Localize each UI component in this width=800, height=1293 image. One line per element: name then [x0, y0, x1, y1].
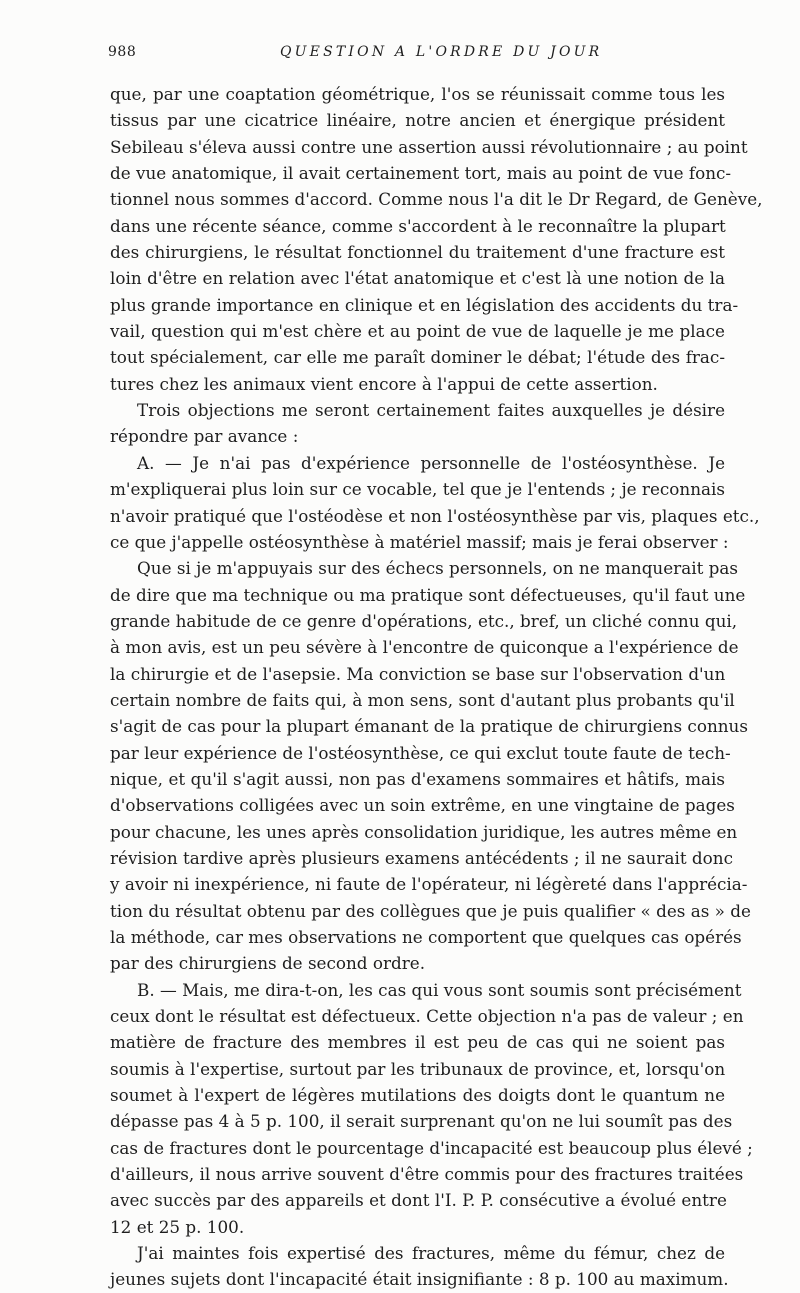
text-line: Que si je m'appuyais sur des échecs personnels, on ne manquerait pas: [137, 558, 739, 579]
text-line: B. — Mais, me dira-t-on, les cas qui vous sont soumis sont précisément: [137, 979, 742, 1000]
text-line: par des chirurgiens de second ordre.: [110, 953, 426, 974]
text-line: n'avoir pratiqué que l'ostéodèse et non l'ostéosynthèse par vis, plaques etc.,: [110, 505, 760, 526]
text-line: certain nombre de faits qui, à mon sens, sont d'autant plus probants qu'il: [110, 689, 735, 710]
text-line: la méthode, car mes observations ne comportent que quelques cas opérés: [110, 927, 742, 947]
text-line: tissus par une cicatrice linéaire, notre ancien et énergique président: [110, 110, 725, 131]
text-line: m'expliquerai plus loin sur ce vocable, tel que je l'entends ; je reconnais: [110, 479, 725, 500]
text-line: dépasse pas 4 à 5 p. 100, il serait surprenant qu'on ne lui soumît pas des: [110, 1111, 733, 1132]
text-line: d'observations colligées avec un soin extrême, en une vingtaine de pages: [110, 795, 735, 816]
text-line: plus grande importance en clinique et en législation des accidents du tra-: [110, 294, 739, 315]
text-line: jeunes sujets dont l'incapacité était insignifiante : 8 p. 100 au maximum.: [110, 1269, 729, 1290]
text-line: grande habitude de ce genre d'opérations, etc., bref, un cliché connu qui,: [110, 610, 738, 631]
text-line: à mon avis, est un peu sévère à l'encontre de quiconque a l'expérience de: [110, 637, 739, 658]
text-line: matière de fracture des membres il est peu de cas qui ne soient pas: [110, 1032, 725, 1053]
text-line: de dire que ma technique ou ma pratique sont défectueuses, qu'il faut une: [110, 584, 746, 605]
text-line: J'ai maintes fois expertisé des fractures, même du fémur, chez de: [137, 1243, 725, 1264]
page-number: 988: [108, 44, 137, 60]
page-header: [108, 44, 728, 66]
text-line: tion du résultat obtenu par des collègues que je puis qualifier « des as » de: [110, 900, 751, 921]
text-line: avec succès par des appareils et dont l'I. P. P. consécutive a évolué entre: [110, 1190, 727, 1211]
text-line: d'ailleurs, il nous arrive souvent d'être commis pour des fractures traitées: [110, 1164, 744, 1185]
text-line: tout spécialement, car elle me paraît dominer le débat; l'étude des frac-: [110, 347, 725, 368]
text-line: tionnel nous sommes d'accord. Comme nous l'a dit le Dr Regard, de Genève,: [110, 189, 763, 210]
text-line: ceux dont le résultat est défectueux. Cette objection n'a pas de valeur ; en: [110, 1006, 744, 1027]
text-line: Sebileau s'éleva aussi contre une assertion aussi révolutionnaire ; au point: [110, 136, 748, 157]
text-line: 12 et 25 p. 100.: [110, 1216, 245, 1237]
text-line: des chirurgiens, le résultat fonctionnel du traitement d'une fracture est: [110, 242, 725, 263]
text-line: loin d'être en relation avec l'état anatomique et c'est là une notion de la: [110, 268, 725, 289]
text-line: soumet à l'expert de légères mutilations des doigts dont le quantum ne: [110, 1085, 725, 1106]
text-line: nique, et qu'il s'agit aussi, non pas d'examens sommaires et hâtifs, mais: [110, 768, 725, 789]
text-line: de vue anatomique, il avait certainement tort, mais au point de vue fonc-: [110, 163, 732, 184]
text-line: y avoir ni inexpérience, ni faute de l'opérateur, ni légèreté dans l'apprécia-: [110, 874, 748, 895]
body-text: [110, 81, 763, 1293]
text-line: Trois objections me seront certainement faites auxquelles je désire: [137, 400, 725, 421]
text-line: vail, question qui m'est chère et au point de vue de laquelle je me place: [110, 321, 725, 342]
text-line: ce que j'appelle ostéosynthèse à matériel massif; mais je ferai observer :: [110, 531, 729, 552]
text-line: révision tardive après plusieurs examens antécédents ; il ne saurait donc: [110, 847, 733, 868]
text-line: tures chez les animaux vient encore à l'appui de cette assertion.: [110, 373, 658, 394]
text-line: par leur expérience de l'ostéosynthèse, ce qui exclut toute faute de tech-: [110, 742, 731, 763]
running-head: QUESTION A L'ORDRE DU JOUR: [280, 44, 603, 60]
text-line: soumis à l'expertise, surtout par les tribunaux de province, et, lorsqu'on: [110, 1058, 726, 1079]
text-line: cas de fractures dont le pourcentage d'incapacité est beaucoup plus élevé ;: [110, 1137, 753, 1158]
text-line: que, par une coaptation géométrique, l'os se réunissait comme tous les: [110, 84, 725, 104]
text-line: répondre par avance :: [110, 426, 299, 447]
text-line: la chirurgie et de l'asepsie. Ma conviction se base sur l'observation d'un: [110, 663, 726, 684]
text-line: s'agit de cas pour la plupart émanant de la pratique de chirurgiens connus: [110, 716, 748, 737]
text-line: A. — Je n'ai pas d'expérience personnelle de l'ostéosynthèse. Je: [137, 452, 725, 473]
text-line: dans une récente séance, comme s'accordent à le reconnaître la plupart: [110, 215, 726, 236]
text-line: pour chacune, les unes après consolidation juridique, les autres même en: [110, 821, 738, 842]
